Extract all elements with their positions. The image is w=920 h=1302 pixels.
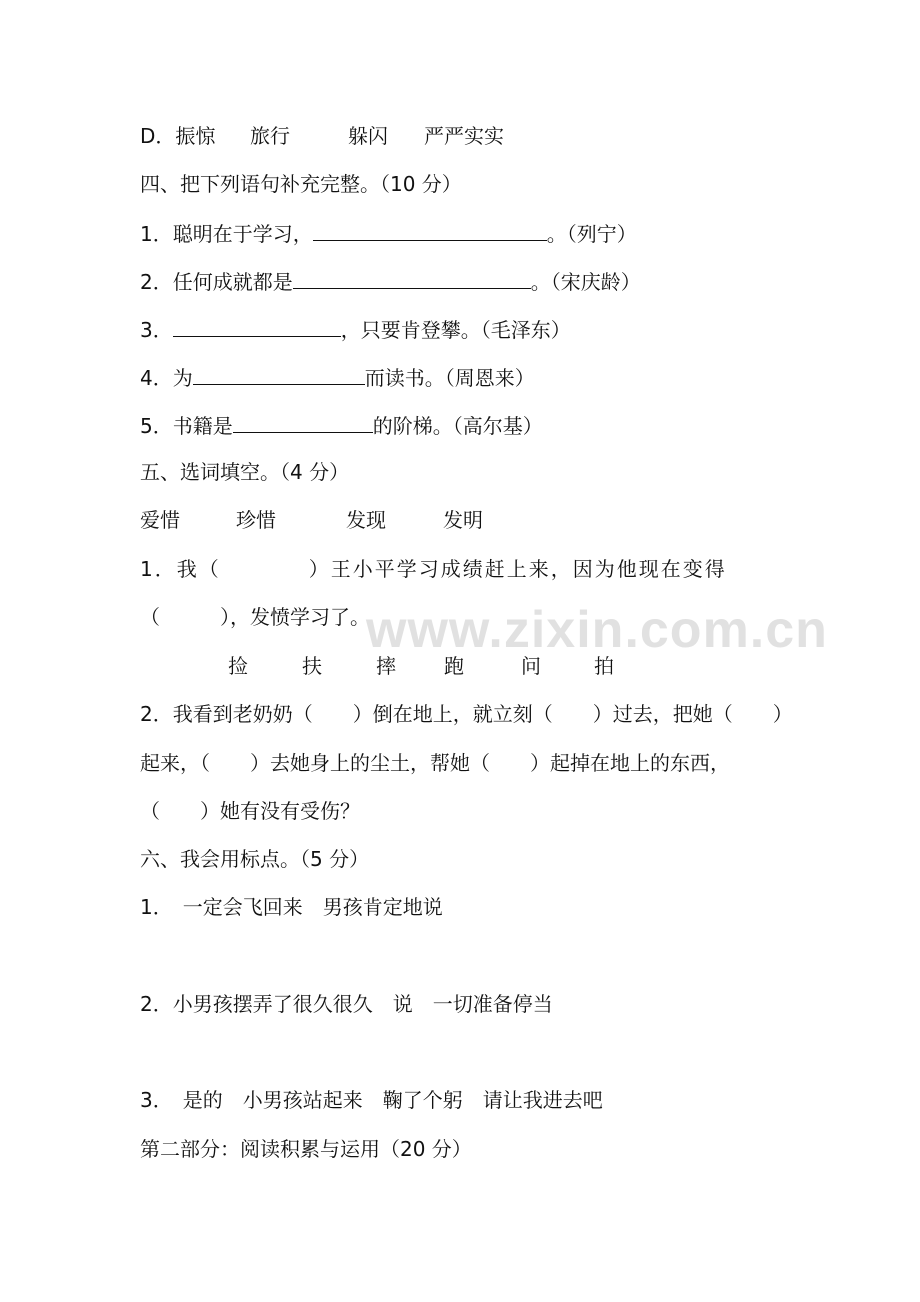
watermark: www.zixin.com.cn bbox=[366, 601, 828, 659]
word-choice: 发现 bbox=[346, 508, 386, 532]
section-5-q1-line-1: 1．我（ ）王小平学习成绩赶上来，因为他现在变得 bbox=[140, 557, 727, 581]
answer-blank[interactable] bbox=[293, 266, 531, 289]
section-6-q2: 2．小男孩摆弄了很久很久 说 一切准备停当 bbox=[140, 992, 553, 1016]
section-4-q3: 3． ，只要肯登攀。（毛泽东） bbox=[140, 314, 571, 344]
section-6-title: 六、我会用标点。（5 分） bbox=[140, 847, 370, 871]
section-5-title: 五、选词填空。（4 分） bbox=[140, 460, 350, 484]
section-5-q1-line-2: （ ），发愤学习了。 bbox=[140, 605, 370, 629]
word-choice: 扶 bbox=[302, 654, 322, 678]
option-d-label: D．振惊 bbox=[140, 124, 216, 148]
word-choice: 捡 bbox=[228, 654, 248, 678]
answer-blank[interactable] bbox=[193, 362, 365, 385]
word-choice: 问 bbox=[521, 654, 541, 678]
section-4-q4: 4．为 而读书。（周恩来） bbox=[140, 362, 535, 392]
section-4-title: 四、把下列语句补充完整。（10 分） bbox=[140, 172, 462, 196]
section-4-q2: 2．任何成就都是 。（宋庆龄） bbox=[140, 266, 641, 296]
word-choice: 跑 bbox=[444, 654, 464, 678]
section-5-q2-line-2: 起来，（ ）去她身上的尘土，帮她（ ）起掉在地上的东西， bbox=[140, 751, 730, 775]
section-5-q2-line-3: （ ）她有没有受伤？ bbox=[140, 799, 360, 823]
section-6-q3: 3． 是的 小男孩站起来 鞠了个躬 请让我进去吧 bbox=[140, 1088, 603, 1112]
section-4-q5: 5．书籍是 的阶梯。（高尔基） bbox=[140, 410, 543, 440]
answer-blank[interactable] bbox=[313, 218, 547, 241]
section-4-q1: 1．聪明在于学习， 。（列宁） bbox=[140, 218, 637, 248]
section-6-q1: 1． 一定会飞回来 男孩肯定地说 bbox=[140, 895, 443, 919]
option-d-word-2: 旅行 bbox=[250, 124, 290, 148]
section-5-q2-line-1: 2．我看到老奶奶（ ）倒在地上，就立刻（ ）过去，把她（ ） bbox=[140, 702, 793, 726]
word-choice: 发明 bbox=[443, 508, 483, 532]
word-choice: 拍 bbox=[594, 654, 614, 678]
word-choice: 珍惜 bbox=[236, 508, 276, 532]
option-d-word-3: 躲闪 bbox=[348, 124, 388, 148]
word-choice: 爱惜 bbox=[140, 508, 180, 532]
answer-blank[interactable] bbox=[173, 314, 341, 337]
option-d-word-4: 严严实实 bbox=[424, 124, 504, 148]
answer-blank[interactable] bbox=[233, 410, 373, 433]
part-2-title: 第二部分：阅读积累与运用（20 分） bbox=[140, 1137, 472, 1161]
word-choice: 摔 bbox=[376, 654, 396, 678]
